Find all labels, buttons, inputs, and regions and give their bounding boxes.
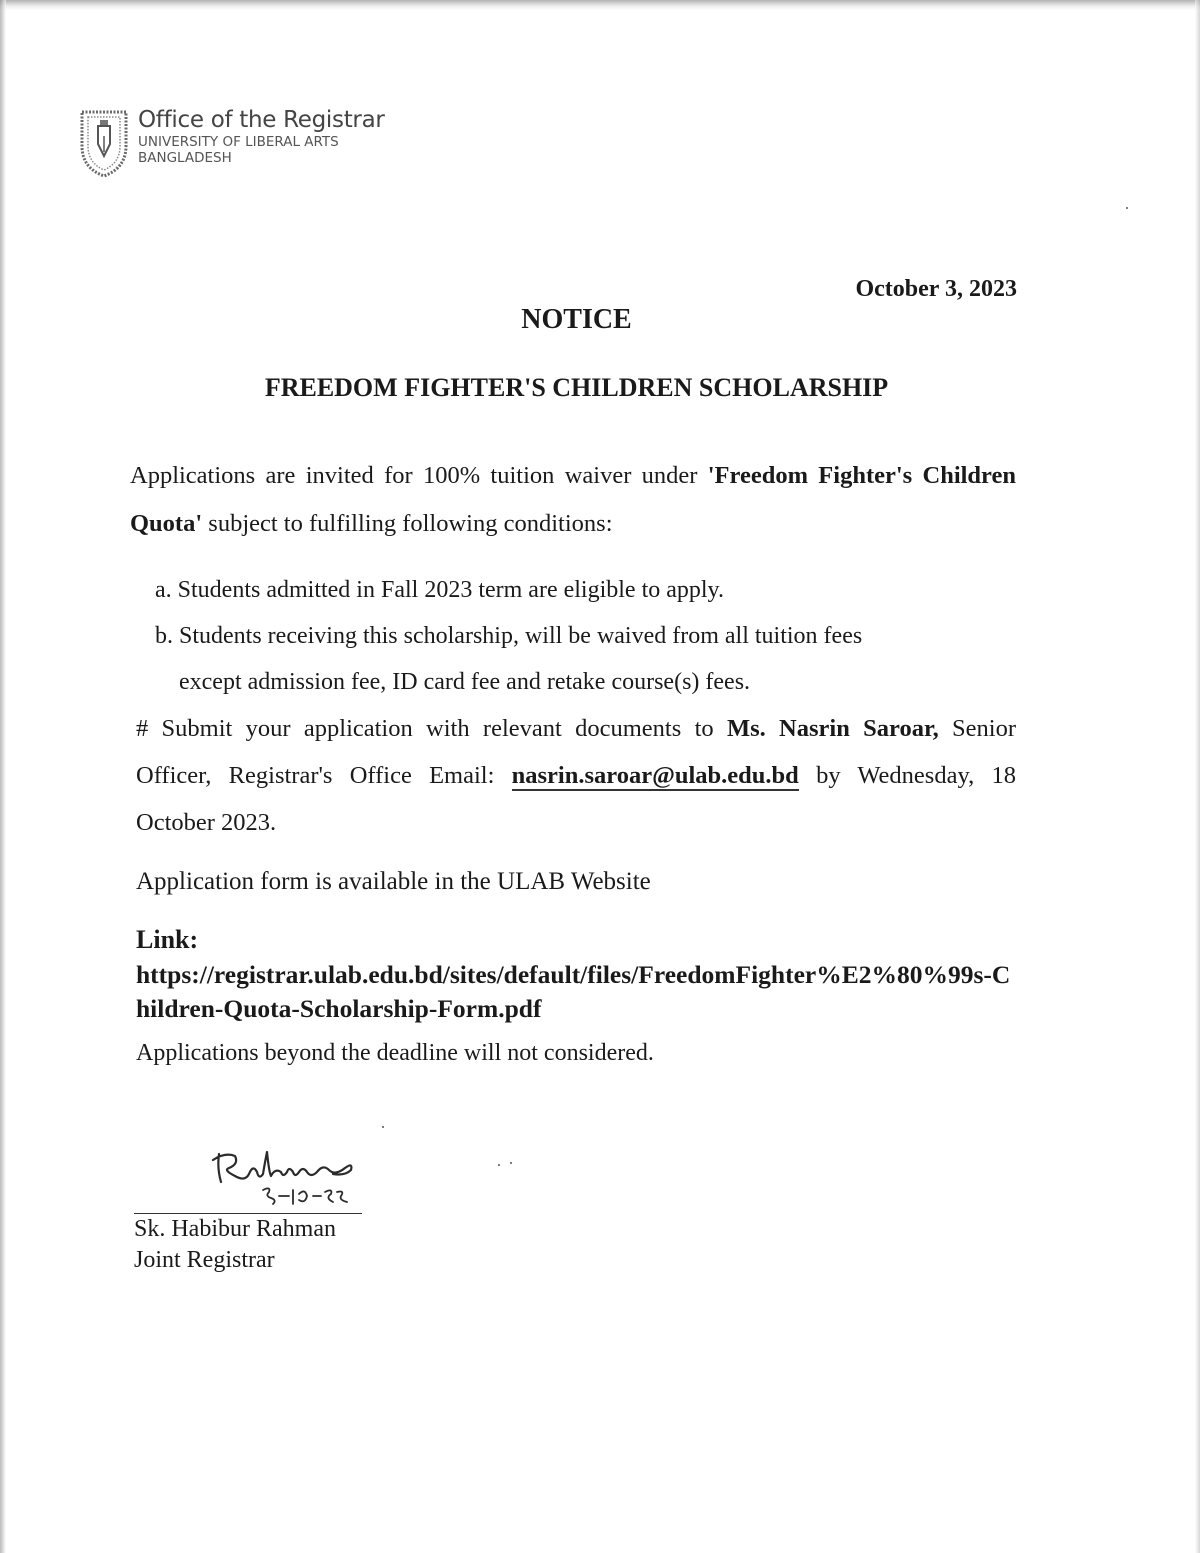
intro-text: Applications are invited for 100% tuition waiver under — [130, 462, 708, 489]
signature-line — [134, 1213, 362, 1214]
handwritten-signature — [205, 1142, 365, 1212]
link-label: Link: — [136, 925, 199, 954]
university-name: UNIVERSITY OF LIBERAL ARTS — [138, 134, 339, 150]
pen-nib-seal-icon — [76, 106, 132, 178]
university-country: BANGLADESH — [138, 150, 232, 166]
notice-title: NOTICE — [521, 304, 632, 335]
office-name: Office of the Registrar — [138, 107, 385, 133]
signer-title: Joint Registrar — [134, 1247, 275, 1273]
scan-speck — [510, 1162, 512, 1164]
form-link-url: https://registrar.ulab.edu.bd/sites/default/files/FreedomFighter%E2%80%99s-Children-Quota-Scholarship-Form.pdf — [136, 960, 1011, 1023]
letterhead-text — [138, 106, 385, 166]
notice-date: October 3, 2023 — [855, 276, 1017, 302]
condition-item — [155, 567, 1015, 613]
scan-speck — [382, 1126, 384, 1128]
letterhead — [76, 106, 385, 178]
scan-speck — [1126, 207, 1128, 209]
submission-paragraph — [136, 705, 1016, 846]
scan-edge-left — [0, 0, 6, 1553]
condition-text: Students admitted in Fall 2023 term are eligible to apply. — [177, 577, 724, 603]
intro-paragraph — [130, 452, 1016, 548]
availability-text: Application form is available in the ULAB Website — [136, 868, 651, 895]
condition-text: Students receiving this scholarship, will be waived from all tuition fees — [179, 623, 863, 649]
submission-text: # Submit your application with relevant documents to — [136, 715, 727, 742]
signer-name: Sk. Habibur Rahman — [134, 1216, 336, 1242]
submission-deadline: by Wednesday, 18 October 2023. — [136, 762, 1016, 836]
condition-item — [155, 613, 1015, 705]
condition-marker: a. — [155, 577, 172, 603]
quota-name: 'Freedom Fighter's Children Quota' — [130, 462, 1016, 537]
scan-edge-right — [1195, 0, 1200, 1553]
notice-subject: FREEDOM FIGHTER'S CHILDREN SCHOLARSHIP — [264, 373, 889, 402]
deadline-note: Applications beyond the deadline will not considered. — [136, 1040, 654, 1066]
intro-text-end: subject to fulfilling following conditions: — [202, 510, 613, 537]
contact-name: Ms. Nasrin Saroar, — [726, 715, 939, 742]
scan-edge-top — [0, 0, 1200, 10]
condition-continuation: except admission fee, ID card fee and retake course(s) fees. — [179, 669, 751, 695]
condition-marker: b. — [155, 623, 173, 649]
contact-role: Senior Officer, Registrar's Office Email: — [136, 715, 1016, 789]
contact-email: nasrin.saroar@ulab.edu.bd — [511, 762, 799, 789]
scan-speck — [498, 1164, 500, 1166]
